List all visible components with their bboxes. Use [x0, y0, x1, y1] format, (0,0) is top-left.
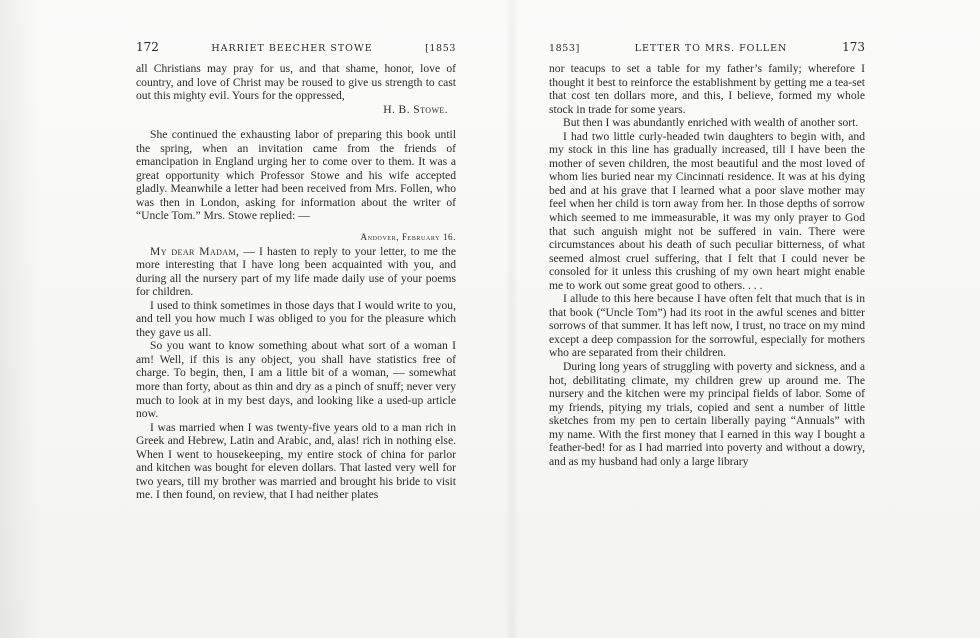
left-page-number: 172 [136, 40, 159, 54]
right-running-head [549, 40, 865, 54]
left-paragraph-4: I used to think sometimes in those days that I would write to you, and tell you how much I was obliged to you for the pleasure which they gave us all. [136, 298, 456, 339]
left-paragraph-6: I was married when I was twenty-five years old to a man rich in Greek and Hebrew, Latin and Arabic, and, alas! rich in nothing else. When I went to housekeeping, my entire stock of china for parlor and kitchen was bought for eleven dollars. That lasted very well for two years, till my brother was married and brought his bride to visit me. I then found, on review, that I had neither plates [136, 420, 456, 502]
right-paragraph-2: But then I was abundantly enriched with wealth of another sort. [563, 116, 859, 130]
left-paragraph-5: So you want to know something about what sort of a woman I am! Well, if this is any object, you shall have statistics free of charge. To begin, then, I am a little bit of a woman, — somewhat more than forty, about as thin and dry as a pinch of snuff; never very much to look at in my best days, and looking like a used-up article now. [136, 339, 456, 421]
left-page [136, 40, 456, 502]
left-paragraph-3-body: — I hasten to reply to your letter, to me the more interesting that I have long been acquainted with you, and during all the nursery part of my life made daily use of your poems for children. [136, 244, 456, 299]
left-paragraph-2: She continued the exhausting labor of preparing this book until the spring, when an invitation came from the friends of emancipation in England urging her to come over to them. It was a great opportunity which Professor Stowe and his wife accepted gladly. Meanwhile a letter had been received from Mrs. Follen, who was then in London, asking for information about the writer of “Uncle Tom.” Mrs. Stowe replied: — [136, 128, 456, 223]
right-page-number: 173 [842, 40, 865, 54]
right-paragraph-1: nor teacups to set a table for my father’s family; wherefore I thought it best to reinforce the establishment by getting me a tea-set that cost ten dollars more, and this, I believe, formed my whole stock in trade for some years. [549, 62, 865, 116]
letter-dateline: Andover, February 16. [360, 232, 456, 243]
right-running-year: 1853] [549, 43, 580, 54]
left-paragraph-1: all Christians may pray for us, and that shame, honor, love of country, and love of Christ may be roused to give us strength to cast out this mighty evil. Yours for the oppressed, [136, 62, 456, 103]
right-paragraph-4: I allude to this here because I have often felt that much that is in that book (“Uncle Tom”) had its root in the awful scenes and bitter sorrows of that summer. It has left now, I trust, no trace on my mind except a deep compassion for the sorrowful, especially for mothers who are separated from their children. [549, 292, 865, 360]
book-gutter [505, 0, 519, 638]
letter-signature: H. B. Stowe. [383, 102, 448, 116]
right-running-title: LETTER TO MRS. FOLLEN [634, 43, 788, 54]
right-page [549, 40, 865, 468]
section-gap [136, 116, 456, 128]
left-paragraph-3 [136, 245, 456, 299]
left-body-text [136, 62, 456, 502]
right-paragraph-3: I had two little curly-headed twin daughters to begin with, and my stock in this line has gradually increased, till I have been the mother of seven children, the most beautiful and the most loved of whom lies buried near my Cincinnati residence. It was at his dying bed and at his grave that I learned what a poor slave mother may feel when her child is torn away from her. In those depths of sorrow which seemed to me immeasurable, it was my only prayer to God that such anguish might not be suffered in vain. There were circumstances about his death of such peculiar bitterness, of what seemed almost cruel suffering, that I felt that I could never be consoled for it unless this crushing of my own heart might enable me to work out some great good to others. . . . [549, 129, 865, 292]
scan-edge-shadow [0, 0, 40, 638]
left-running-title: HARRIET BEECHER STOWE [211, 43, 373, 54]
left-running-head [136, 40, 456, 54]
left-running-year: [1853 [425, 43, 456, 54]
section-gap [136, 223, 456, 231]
right-paragraph-5: During long years of struggling with poverty and sickness, and a hot, debilitating climate, my children grew up around me. The nursery and the kitchen were my principal fields of labor. Some of my friends, pitying my trials, copied and sent a number of little sketches from my pen to certain liberally paying “Annuals” with my name. With the first money that I earned in this way I bought a feather-bed! for as I had married into poverty and without a dowry, and as my husband had only a large library [549, 360, 865, 468]
letter-salutation: My dear Madam, [150, 244, 240, 258]
right-body-text [549, 62, 865, 468]
